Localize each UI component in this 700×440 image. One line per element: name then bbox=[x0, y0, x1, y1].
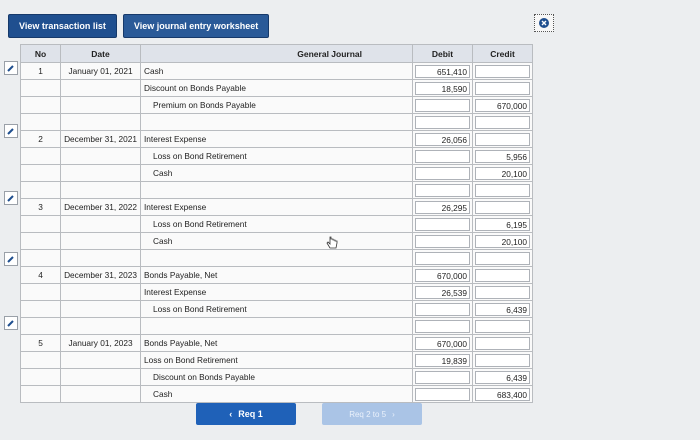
req-2-to-5-button[interactable] bbox=[322, 403, 422, 425]
credit-cell-value bbox=[475, 286, 530, 299]
debit-cell[interactable] bbox=[413, 97, 473, 114]
table-row[interactable] bbox=[21, 318, 533, 335]
debit-cell-value bbox=[415, 235, 470, 248]
date-cell[interactable] bbox=[61, 284, 141, 301]
entry-number-cell[interactable] bbox=[21, 80, 61, 97]
debit-cell[interactable] bbox=[413, 369, 473, 386]
table-row[interactable] bbox=[21, 148, 533, 165]
debit-cell[interactable] bbox=[413, 267, 473, 284]
debit-cell-value bbox=[415, 218, 470, 231]
date-cell[interactable] bbox=[61, 148, 141, 165]
debit-cell[interactable] bbox=[413, 250, 473, 267]
req-1-label: Req 1 bbox=[238, 409, 263, 419]
entry-number-cell[interactable] bbox=[21, 165, 61, 182]
credit-cell-value: 20,100 bbox=[475, 167, 530, 180]
entry-number-cell[interactable] bbox=[21, 182, 61, 199]
date-cell[interactable] bbox=[61, 114, 141, 131]
debit-cell-value bbox=[415, 99, 470, 112]
credit-cell[interactable] bbox=[473, 250, 533, 267]
debit-cell-value bbox=[415, 388, 470, 401]
entry-number-cell[interactable] bbox=[21, 216, 61, 233]
credit-cell[interactable] bbox=[473, 182, 533, 199]
credit-cell-value bbox=[475, 354, 530, 367]
column-header-general-journal: General Journal bbox=[141, 45, 413, 63]
table-row[interactable] bbox=[21, 216, 533, 233]
date-cell[interactable] bbox=[61, 182, 141, 199]
credit-cell[interactable] bbox=[473, 131, 533, 148]
chevron-right-icon: › bbox=[392, 409, 395, 419]
debit-cell[interactable] bbox=[413, 386, 473, 403]
debit-cell[interactable] bbox=[413, 182, 473, 199]
column-header-credit: Credit bbox=[473, 45, 533, 63]
entry-number-cell[interactable] bbox=[21, 97, 61, 114]
view-journal-worksheet-button[interactable]: View journal entry worksheet bbox=[123, 14, 269, 38]
date-cell[interactable] bbox=[61, 233, 141, 250]
credit-cell-value bbox=[475, 116, 530, 129]
credit-cell[interactable] bbox=[473, 284, 533, 301]
entry-number-cell[interactable]: 3 bbox=[21, 199, 61, 216]
edit-entry-5-button[interactable] bbox=[4, 316, 18, 330]
debit-cell[interactable] bbox=[413, 233, 473, 250]
date-cell[interactable] bbox=[61, 301, 141, 318]
date-cell[interactable] bbox=[61, 216, 141, 233]
entry-number-cell[interactable]: 1 bbox=[21, 63, 61, 80]
debit-cell-value: 26,295 bbox=[415, 201, 470, 214]
entry-number-cell[interactable]: 5 bbox=[21, 335, 61, 352]
chevron-left-icon: ‹ bbox=[229, 409, 233, 419]
entry-number-cell[interactable] bbox=[21, 301, 61, 318]
debit-cell[interactable] bbox=[413, 165, 473, 182]
date-cell[interactable] bbox=[61, 165, 141, 182]
credit-cell[interactable] bbox=[473, 114, 533, 131]
debit-cell-value: 26,056 bbox=[415, 133, 470, 146]
entry-number-cell[interactable] bbox=[21, 386, 61, 403]
entry-number-cell[interactable] bbox=[21, 114, 61, 131]
debit-cell[interactable] bbox=[413, 199, 473, 216]
account-cell[interactable]: Discount on Bonds Payable bbox=[141, 80, 413, 97]
journal-body bbox=[21, 63, 533, 403]
table-row[interactable] bbox=[21, 352, 533, 369]
entry-number-cell[interactable]: 2 bbox=[21, 131, 61, 148]
account-cell[interactable]: Cash bbox=[141, 233, 413, 250]
debit-cell[interactable] bbox=[413, 114, 473, 131]
table-row[interactable] bbox=[21, 63, 533, 80]
edit-entry-1-button[interactable] bbox=[4, 61, 18, 75]
debit-cell-value bbox=[415, 303, 470, 316]
credit-cell-value bbox=[475, 252, 530, 265]
general-journal-table bbox=[20, 44, 533, 403]
account-cell[interactable]: Loss on Bond Retirement bbox=[141, 216, 413, 233]
edit-entry-3-button[interactable] bbox=[4, 191, 18, 205]
date-cell[interactable] bbox=[61, 386, 141, 403]
table-row[interactable] bbox=[21, 369, 533, 386]
date-cell[interactable] bbox=[61, 250, 141, 267]
date-cell[interactable] bbox=[61, 369, 141, 386]
date-cell[interactable]: December 31, 2021 bbox=[61, 131, 141, 148]
column-header-date: Date bbox=[61, 45, 141, 63]
close-icon bbox=[538, 17, 550, 29]
debit-cell-value bbox=[415, 184, 470, 197]
date-cell[interactable] bbox=[61, 97, 141, 114]
account-cell[interactable]: Cash bbox=[141, 165, 413, 182]
credit-cell-value bbox=[475, 320, 530, 333]
credit-cell[interactable] bbox=[473, 148, 533, 165]
debit-cell[interactable] bbox=[413, 216, 473, 233]
debit-cell-value bbox=[415, 150, 470, 163]
req-2-to-5-label: Req 2 to 5 bbox=[349, 409, 387, 419]
account-cell[interactable]: Interest Expense bbox=[141, 199, 413, 216]
table-row[interactable] bbox=[21, 233, 533, 250]
debit-cell[interactable] bbox=[413, 63, 473, 80]
debit-cell-value bbox=[415, 320, 470, 333]
table-header-row bbox=[21, 45, 533, 63]
pencil-icon bbox=[6, 254, 16, 264]
debit-cell-value: 651,410 bbox=[415, 65, 470, 78]
pencil-icon bbox=[6, 193, 16, 203]
account-cell[interactable]: Bonds Payable, Net bbox=[141, 335, 413, 352]
credit-cell[interactable] bbox=[473, 335, 533, 352]
debit-cell-value bbox=[415, 371, 470, 384]
entry-number-cell[interactable] bbox=[21, 148, 61, 165]
account-cell[interactable]: Loss on Bond Retirement bbox=[141, 301, 413, 318]
edit-entry-2-button[interactable] bbox=[4, 124, 18, 138]
credit-cell[interactable] bbox=[473, 97, 533, 114]
hand-cursor-icon bbox=[326, 236, 338, 250]
credit-cell-value bbox=[475, 269, 530, 282]
date-cell[interactable] bbox=[61, 318, 141, 335]
account-cell[interactable]: Interest Expense bbox=[141, 131, 413, 148]
debit-cell[interactable] bbox=[413, 131, 473, 148]
table-row[interactable] bbox=[21, 80, 533, 97]
entry-number-cell[interactable] bbox=[21, 233, 61, 250]
date-cell[interactable]: January 01, 2023 bbox=[61, 335, 141, 352]
credit-cell[interactable] bbox=[473, 318, 533, 335]
view-transaction-list-button[interactable]: View transaction list bbox=[8, 14, 117, 38]
debit-cell-value: 18,590 bbox=[415, 82, 470, 95]
entry-number-cell[interactable] bbox=[21, 284, 61, 301]
account-cell[interactable]: Premium on Bonds Payable bbox=[141, 97, 413, 114]
entry-number-cell[interactable] bbox=[21, 352, 61, 369]
column-header-no: No bbox=[21, 45, 61, 63]
account-cell[interactable]: Bonds Payable, Net bbox=[141, 267, 413, 284]
account-cell[interactable] bbox=[141, 318, 413, 335]
debit-cell-value: 26,539 bbox=[415, 286, 470, 299]
credit-cell-value: 6,195 bbox=[475, 218, 530, 231]
table-row[interactable] bbox=[21, 301, 533, 318]
toolbar bbox=[8, 14, 269, 38]
account-cell[interactable] bbox=[141, 250, 413, 267]
debit-cell[interactable] bbox=[413, 80, 473, 97]
table-row[interactable] bbox=[21, 97, 533, 114]
debit-cell[interactable] bbox=[413, 335, 473, 352]
credit-cell-value: 683,400 bbox=[475, 388, 530, 401]
credit-cell-value bbox=[475, 184, 530, 197]
credit-cell-value bbox=[475, 133, 530, 146]
table-row[interactable] bbox=[21, 199, 533, 216]
debit-cell[interactable] bbox=[413, 284, 473, 301]
entry-number-cell[interactable] bbox=[21, 369, 61, 386]
account-cell[interactable] bbox=[141, 114, 413, 131]
entry-number-cell[interactable]: 4 bbox=[21, 267, 61, 284]
credit-cell[interactable] bbox=[473, 386, 533, 403]
credit-cell-value: 6,439 bbox=[475, 371, 530, 384]
credit-cell[interactable] bbox=[473, 216, 533, 233]
debit-cell-value: 670,000 bbox=[415, 337, 470, 350]
credit-cell-value bbox=[475, 201, 530, 214]
credit-cell-value: 20,100 bbox=[475, 235, 530, 248]
entry-number-cell[interactable] bbox=[21, 318, 61, 335]
column-header-debit: Debit bbox=[413, 45, 473, 63]
entry-number-cell[interactable] bbox=[21, 250, 61, 267]
debit-cell[interactable] bbox=[413, 301, 473, 318]
table-row[interactable] bbox=[21, 114, 533, 131]
pencil-icon bbox=[6, 126, 16, 136]
account-cell[interactable]: Interest Expense bbox=[141, 284, 413, 301]
credit-cell-value bbox=[475, 82, 530, 95]
credit-cell-value: 5,956 bbox=[475, 150, 530, 163]
debit-cell[interactable] bbox=[413, 352, 473, 369]
credit-cell[interactable] bbox=[473, 369, 533, 386]
account-cell[interactable]: Loss on Bond Retirement bbox=[141, 352, 413, 369]
pencil-icon bbox=[6, 318, 16, 328]
table-row[interactable] bbox=[21, 267, 533, 284]
debit-cell-value: 670,000 bbox=[415, 269, 470, 282]
account-cell[interactable]: Loss on Bond Retirement bbox=[141, 148, 413, 165]
table-row[interactable] bbox=[21, 250, 533, 267]
account-cell[interactable]: Cash bbox=[141, 386, 413, 403]
debit-cell[interactable] bbox=[413, 148, 473, 165]
table-row[interactable] bbox=[21, 335, 533, 352]
req-1-button[interactable] bbox=[196, 403, 296, 425]
credit-cell-value: 670,000 bbox=[475, 99, 530, 112]
date-cell[interactable]: January 01, 2021 bbox=[61, 63, 141, 80]
table-row[interactable] bbox=[21, 182, 533, 199]
date-cell[interactable] bbox=[61, 352, 141, 369]
credit-cell[interactable] bbox=[473, 199, 533, 216]
credit-cell[interactable] bbox=[473, 80, 533, 97]
credit-cell[interactable] bbox=[473, 267, 533, 284]
close-button[interactable] bbox=[534, 14, 554, 32]
debit-cell-value: 19,839 bbox=[415, 354, 470, 367]
credit-cell[interactable] bbox=[473, 301, 533, 318]
debit-cell-value bbox=[415, 252, 470, 265]
credit-cell-value bbox=[475, 65, 530, 78]
credit-cell[interactable] bbox=[473, 165, 533, 182]
date-cell[interactable] bbox=[61, 80, 141, 97]
debit-cell[interactable] bbox=[413, 318, 473, 335]
table-row[interactable] bbox=[21, 386, 533, 403]
debit-cell-value bbox=[415, 116, 470, 129]
date-cell[interactable]: December 31, 2022 bbox=[61, 199, 141, 216]
credit-cell[interactable] bbox=[473, 352, 533, 369]
table-row[interactable] bbox=[21, 284, 533, 301]
account-cell[interactable]: Discount on Bonds Payable bbox=[141, 369, 413, 386]
credit-cell[interactable] bbox=[473, 63, 533, 80]
table-row[interactable] bbox=[21, 131, 533, 148]
credit-cell-value: 6,439 bbox=[475, 303, 530, 316]
account-cell[interactable] bbox=[141, 182, 413, 199]
credit-cell[interactable] bbox=[473, 233, 533, 250]
date-cell[interactable]: December 31, 2023 bbox=[61, 267, 141, 284]
account-cell[interactable]: Cash bbox=[141, 63, 413, 80]
edit-entry-4-button[interactable] bbox=[4, 252, 18, 266]
pencil-icon bbox=[6, 63, 16, 73]
table-row[interactable] bbox=[21, 165, 533, 182]
credit-cell-value bbox=[475, 337, 530, 350]
debit-cell-value bbox=[415, 167, 470, 180]
